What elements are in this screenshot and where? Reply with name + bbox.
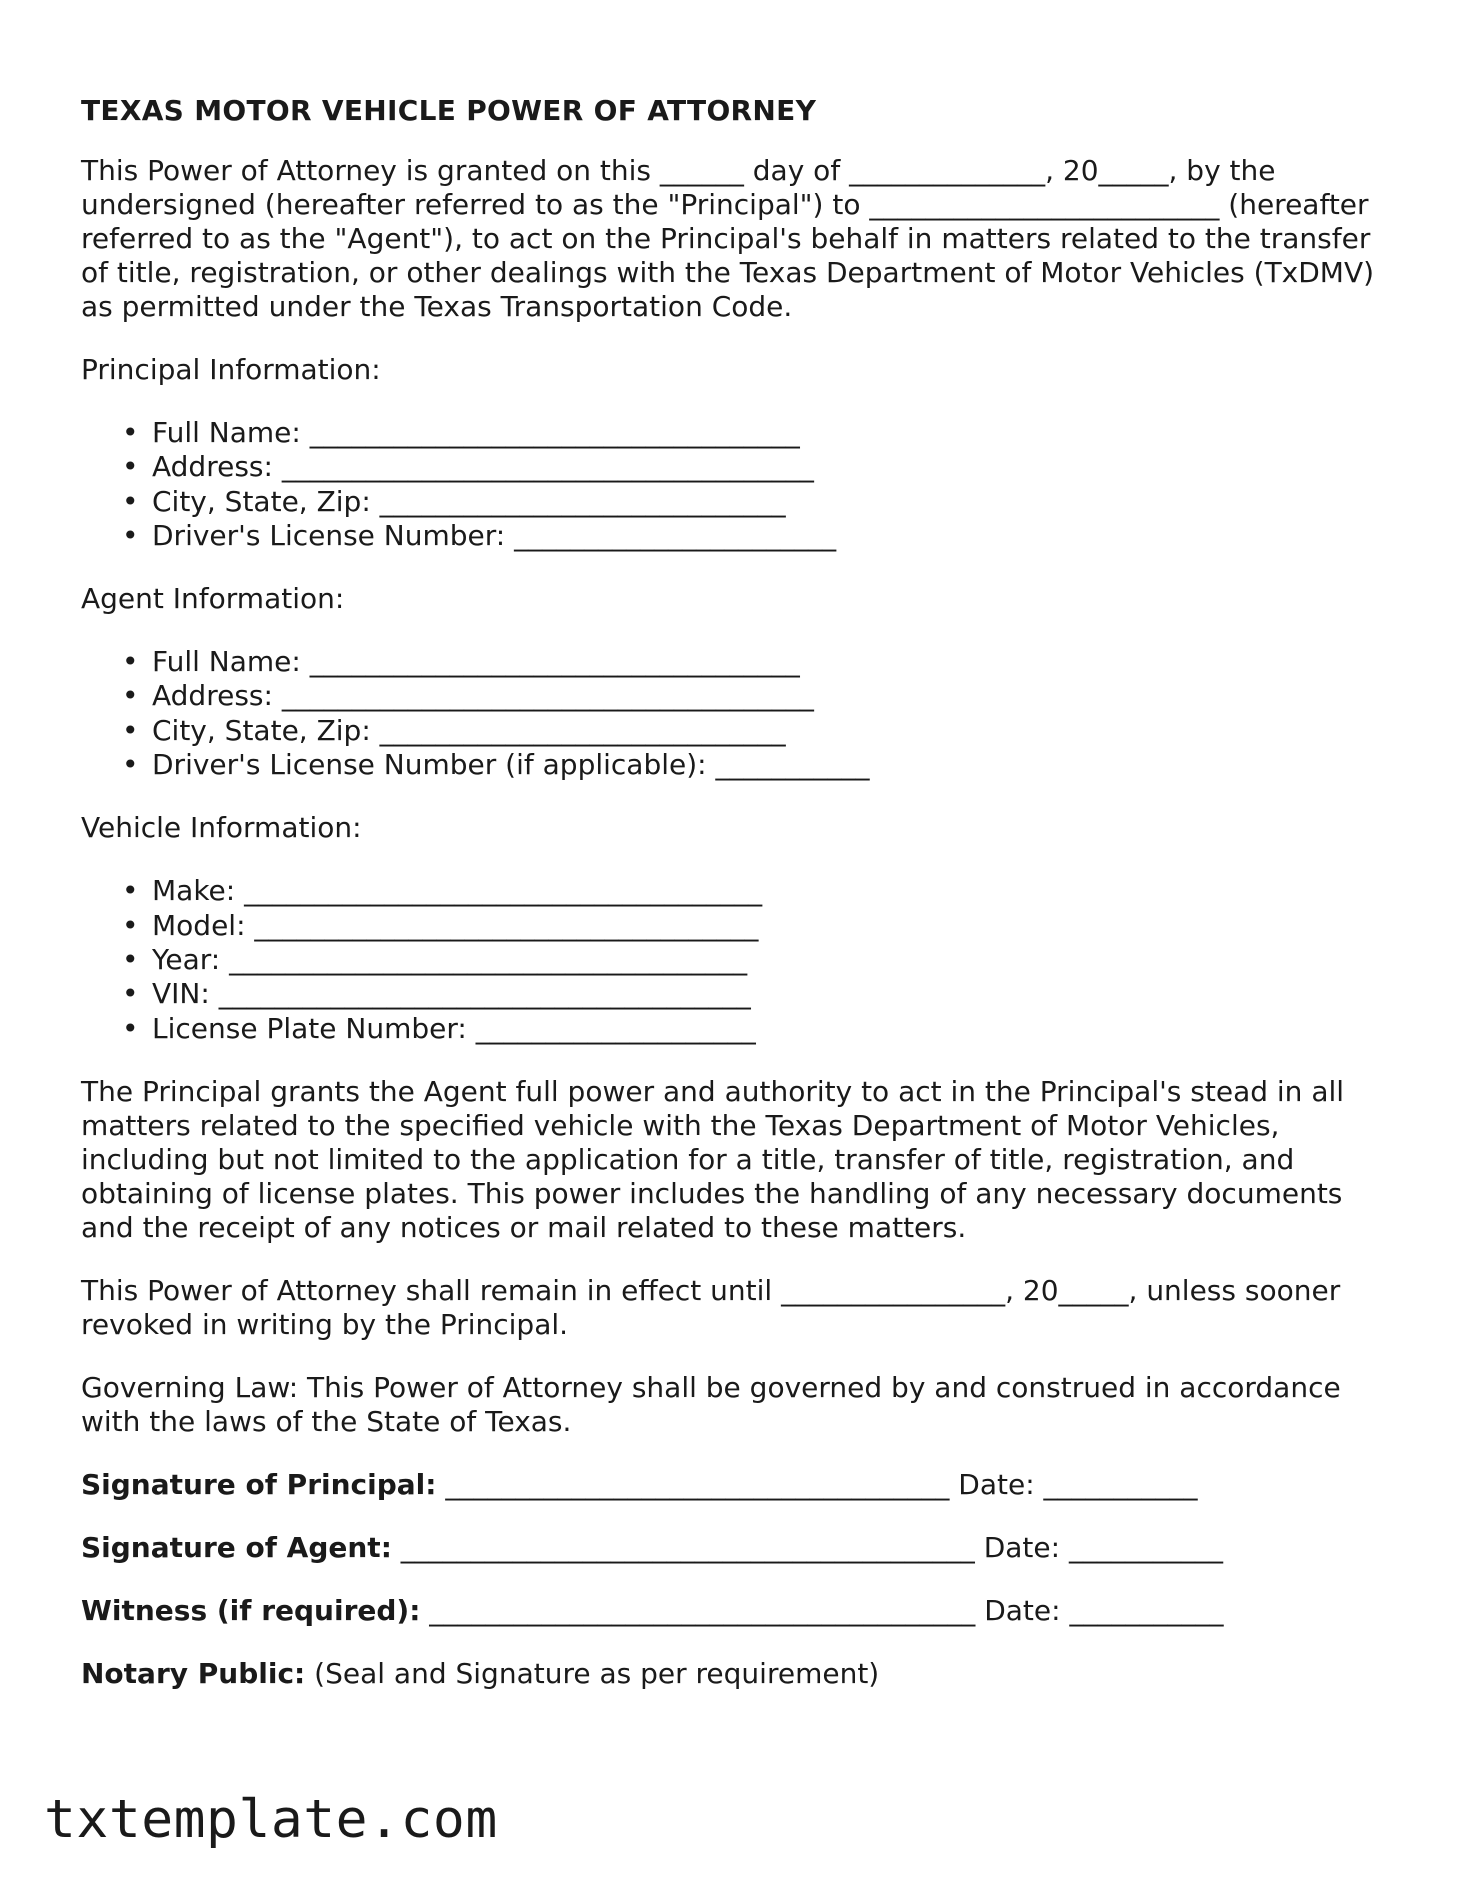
notary-line	[81, 1657, 1401, 1691]
principal-field-list	[81, 416, 1401, 553]
agent-field-license: • Driver's License Number (if applicable): ___________	[122, 748, 870, 782]
agent-signature-label: Signature of Agent:	[81, 1530, 392, 1564]
bullet-icon: •	[122, 748, 139, 782]
vehicle-field-plate: • License Plate Number: ____________________	[122, 1011, 756, 1045]
vehicle-field-list	[81, 874, 1401, 1045]
vehicle-heading: Vehicle Information:	[81, 811, 362, 845]
bullet-icon: •	[122, 416, 139, 449]
bullet-icon: •	[122, 1011, 139, 1045]
notary-label: Notary Public:	[81, 1656, 306, 1690]
principal-heading: Principal Information:	[81, 353, 381, 386]
bullet-icon: •	[122, 518, 139, 552]
agent-field-address: • Address: ______________________________________	[122, 679, 814, 713]
witness-signature-label: Witness (if required):	[81, 1593, 421, 1627]
bullet-icon: •	[122, 679, 139, 713]
grant-paragraph: The Principal grants the Agent full power and authority to act in the Principal's stead in all matters related to the specified vehicle with the Texas Department of Motor Vehicles, including but not limited to the application for a title, transfer of title, registration, and obtaining of license plates. This power includes the handling of any necessary documents and the receipt of any notices or mail related to these matters.	[81, 1074, 1345, 1244]
vehicle-field-year: • Year: _____________________________________	[122, 942, 748, 976]
witness-signature-line	[81, 1594, 1401, 1628]
document-page	[81, 94, 1401, 1720]
principal-field-full-name: • Full Name: ___________________________________	[122, 416, 800, 449]
vehicle-field-make: • Make: _____________________________________	[122, 874, 763, 908]
vehicle-field-vin: • VIN: ______________________________________	[122, 977, 751, 1011]
principal-signature-line	[81, 1468, 1401, 1502]
bullet-icon: •	[122, 874, 139, 908]
principal-signature-blank: ____________________________________ Date: ___________	[436, 1467, 1198, 1501]
notary-text: (Seal and Signature as per requirement)	[305, 1656, 880, 1690]
bullet-icon: •	[122, 645, 139, 679]
agent-signature-line	[81, 1531, 1401, 1565]
vehicle-field-model: • Model: ____________________________________	[122, 908, 759, 942]
bullet-icon: •	[122, 908, 139, 942]
governing-law-paragraph: Governing Law: This Power of Attorney shall be governed by and construed in accordance with the laws of the State of Texas.	[81, 1370, 1341, 1438]
principal-field-city-state-zip: • City, State, Zip: _____________________________	[122, 484, 786, 518]
site-watermark: txtemplate.com	[44, 1789, 498, 1850]
bullet-icon: •	[122, 977, 139, 1011]
intro-paragraph: This Power of Attorney is granted on this ______ day of ______________, 20_____, by the undersigned (hereafter referred to as the "Principal") to _________________________ (hereafter referred to as the "Agent"), to act on the Principal's behalf in matters related to the transfer of title, registration, or other dealings with the Texas Department of Motor Vehicles (TxDMV) as permitted under the Texas Transportation Code.	[81, 154, 1375, 323]
agent-field-list	[81, 645, 1401, 782]
principal-signature-label: Signature of Principal:	[81, 1467, 437, 1501]
bullet-icon: •	[122, 713, 139, 747]
bullet-icon: •	[122, 942, 139, 976]
agent-field-full-name: • Full Name: ___________________________________	[122, 645, 800, 679]
agent-heading: Agent Information:	[81, 582, 345, 616]
witness-signature-blank: _______________________________________ Date: ___________	[420, 1593, 1224, 1627]
bullet-icon: •	[122, 450, 139, 484]
principal-field-address: • Address: ______________________________________	[122, 450, 814, 484]
bullet-icon: •	[122, 484, 139, 518]
agent-signature-blank: _________________________________________ Date: ___________	[391, 1530, 1223, 1564]
duration-paragraph: This Power of Attorney shall remain in effect until ________________, 20_____, unless sooner revoked in writing by the Principal.	[81, 1273, 1341, 1341]
agent-field-city-state-zip: • City, State, Zip: _____________________________	[122, 713, 786, 747]
principal-field-license: • Driver's License Number: _______________________	[122, 518, 837, 552]
document-title: TEXAS MOTOR VEHICLE POWER OF ATTORNEY	[81, 94, 817, 127]
